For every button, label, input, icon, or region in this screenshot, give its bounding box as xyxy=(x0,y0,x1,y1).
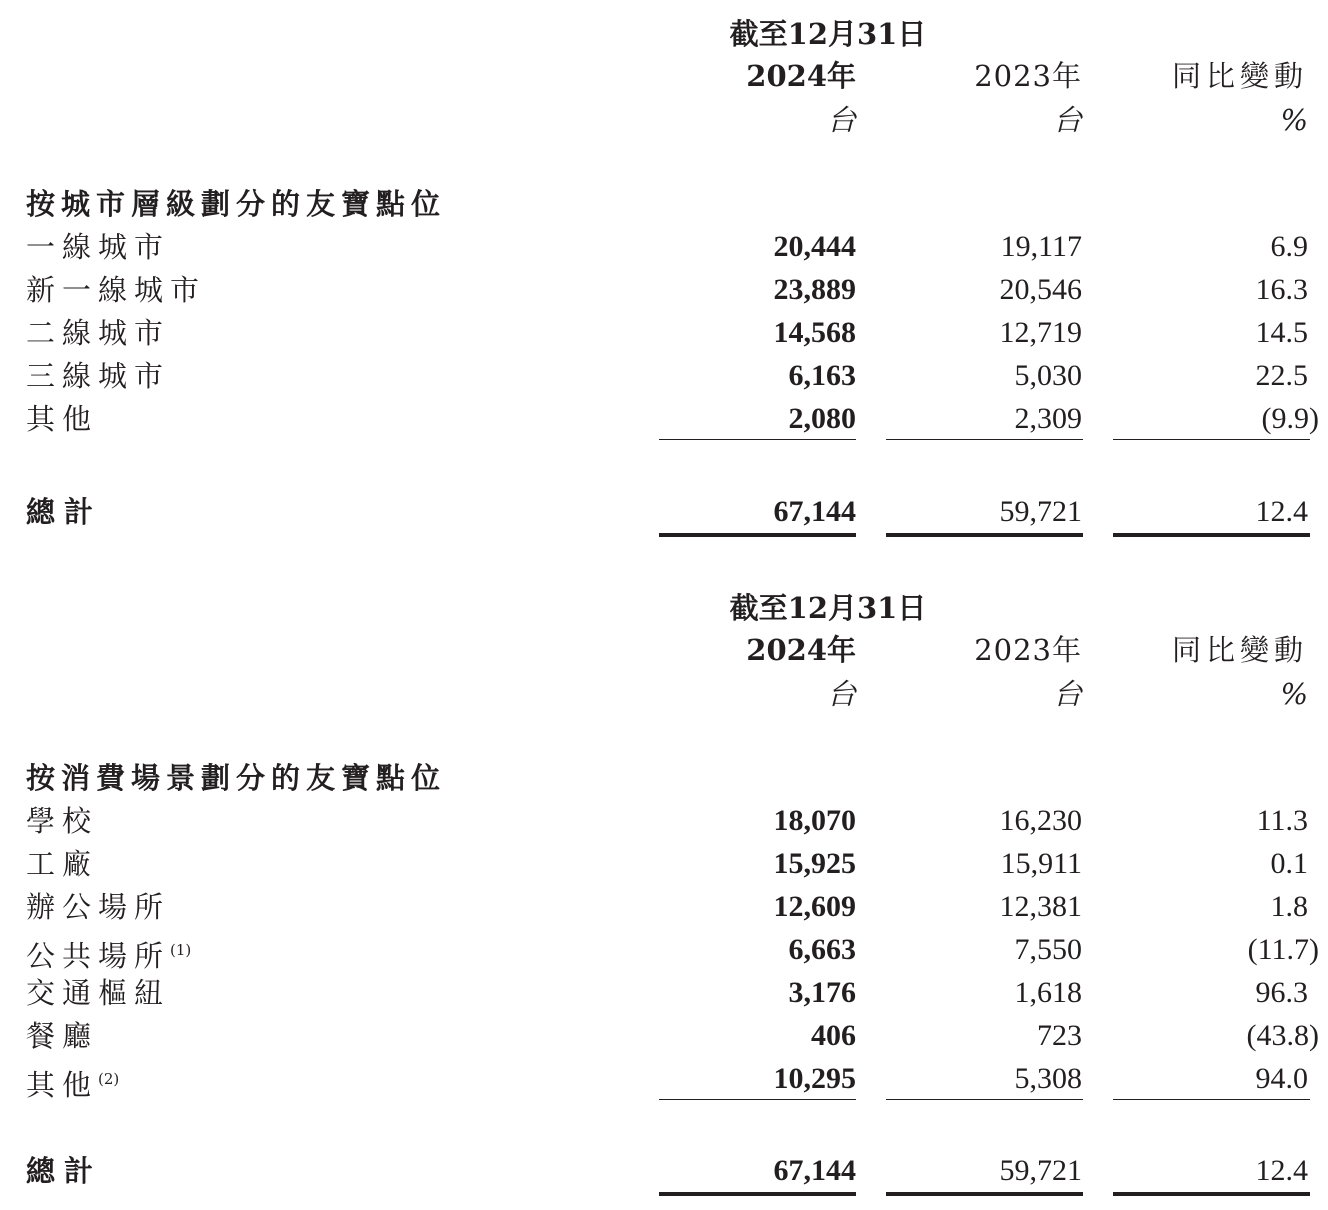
value-2024: 406 xyxy=(811,1019,856,1052)
subtotal-rule xyxy=(659,439,856,440)
table2-period-label: 截至12月31日 xyxy=(729,591,927,625)
total-label: 總計 xyxy=(26,1154,103,1188)
value-change: (43.8) xyxy=(1246,1019,1319,1052)
total-rule xyxy=(659,1192,856,1196)
value-2024: 23,889 xyxy=(773,273,856,306)
subtotal-rule xyxy=(886,1099,1083,1100)
table-row xyxy=(0,1015,1328,1057)
row-label: 三線城市 xyxy=(26,359,171,393)
row-label-with-footnote xyxy=(26,929,191,977)
row-label: 其他 xyxy=(26,402,99,436)
subtotal-rule xyxy=(886,439,1083,440)
value-change: 0.1 xyxy=(1270,847,1308,880)
value-2023: 19,117 xyxy=(1000,230,1082,263)
value-2024: 15,925 xyxy=(773,847,856,880)
table-row xyxy=(0,355,1328,397)
table2-col-change-header: 同比變動 xyxy=(1171,633,1308,667)
row-label: 新一線城市 xyxy=(26,273,207,307)
value-2024: 2,080 xyxy=(788,402,856,435)
row-label: 公共場所 xyxy=(26,939,171,973)
table-row xyxy=(0,312,1328,354)
value-change: 16.3 xyxy=(1255,273,1308,306)
total-2023: 59,721 xyxy=(999,495,1082,528)
value-2024: 6,663 xyxy=(788,933,856,966)
value-2024: 14,568 xyxy=(773,316,856,349)
value-2023: 12,719 xyxy=(999,316,1082,349)
value-2024: 18,070 xyxy=(773,804,856,837)
value-change: (11.7) xyxy=(1247,933,1319,966)
table-row xyxy=(0,843,1328,885)
table2-col-2023-unit: 台 xyxy=(1052,677,1082,711)
value-2023: 16,230 xyxy=(999,804,1082,837)
value-change: 22.5 xyxy=(1255,359,1308,392)
footnote-marker: (2) xyxy=(98,1070,120,1088)
value-change: 11.3 xyxy=(1256,804,1308,837)
row-label: 辦公場所 xyxy=(26,890,171,924)
total-change: 12.4 xyxy=(1255,1154,1308,1187)
value-change: 1.8 xyxy=(1270,890,1308,923)
table2-total-row xyxy=(0,1150,1328,1192)
row-label: 學校 xyxy=(26,804,99,838)
subtotal-rule xyxy=(659,1099,856,1100)
table-row xyxy=(0,269,1328,311)
total-change: 12.4 xyxy=(1255,495,1308,528)
table2-section-title-row xyxy=(0,757,1328,799)
table1-col-2024-unit: 台 xyxy=(826,103,856,137)
value-2024: 3,176 xyxy=(788,976,856,1009)
row-label-with-footnote xyxy=(26,1058,119,1106)
value-2023: 1,618 xyxy=(1014,976,1082,1009)
value-2024: 20,444 xyxy=(773,230,856,263)
total-rule xyxy=(1113,533,1310,537)
table2-col-2024-unit: 台 xyxy=(826,677,856,711)
value-change: 6.9 xyxy=(1270,230,1308,263)
table1-section-title: 按城市層級劃分的友寶點位 xyxy=(26,187,447,221)
table1-period-label: 截至12月31日 xyxy=(729,17,927,51)
row-label: 二線城市 xyxy=(26,316,171,350)
row-label: 工廠 xyxy=(26,847,99,881)
table2-col-2024-header: 2024年 xyxy=(746,633,856,667)
subtotal-rule xyxy=(1113,1099,1310,1100)
total-rule xyxy=(659,533,856,537)
table-row xyxy=(0,800,1328,842)
table1-col-2023-header: 2023年 xyxy=(974,59,1082,93)
table-row xyxy=(0,226,1328,268)
value-2024: 6,163 xyxy=(788,359,856,392)
value-2023: 2,309 xyxy=(1014,402,1082,435)
table2-section-title: 按消費場景劃分的友寶點位 xyxy=(26,761,447,795)
value-2024: 10,295 xyxy=(773,1062,856,1095)
value-2023: 7,550 xyxy=(1014,933,1082,966)
row-label: 其他 xyxy=(26,1068,99,1102)
total-label: 總計 xyxy=(26,495,103,529)
value-2023: 20,546 xyxy=(999,273,1082,306)
subtotal-rule xyxy=(1113,439,1310,440)
table1-col-change-unit: % xyxy=(1280,103,1308,137)
value-2023: 5,030 xyxy=(1014,359,1082,392)
value-2023: 5,308 xyxy=(1014,1062,1082,1095)
row-label: 交通樞紐 xyxy=(26,976,171,1010)
table-row xyxy=(0,929,1328,971)
value-change: 96.3 xyxy=(1255,976,1308,1009)
table-row xyxy=(0,886,1328,928)
footnote-marker: (1) xyxy=(170,941,192,959)
table1-col-2023-unit: 台 xyxy=(1052,103,1082,137)
row-label: 一線城市 xyxy=(26,230,171,264)
value-2024: 12,609 xyxy=(773,890,856,923)
row-label: 餐廳 xyxy=(26,1019,99,1053)
value-2023: 12,381 xyxy=(999,890,1082,923)
total-rule xyxy=(886,1192,1083,1196)
table2-col-change-unit: % xyxy=(1280,677,1308,711)
total-rule xyxy=(886,533,1083,537)
value-2023: 15,911 xyxy=(1000,847,1082,880)
table1-col-change-header: 同比變動 xyxy=(1171,59,1308,93)
table-row xyxy=(0,972,1328,1014)
table1-total-row xyxy=(0,491,1328,533)
total-2023: 59,721 xyxy=(999,1154,1082,1187)
value-change: (9.9) xyxy=(1261,402,1319,435)
total-rule xyxy=(1113,1192,1310,1196)
total-2024: 67,144 xyxy=(773,495,856,528)
value-2023: 723 xyxy=(1037,1019,1082,1052)
value-change: 94.0 xyxy=(1255,1062,1308,1095)
table-row xyxy=(0,398,1328,440)
table1-section-title-row xyxy=(0,183,1328,225)
value-change: 14.5 xyxy=(1255,316,1308,349)
table-row xyxy=(0,1058,1328,1100)
table1-col-2024-header: 2024年 xyxy=(746,59,856,93)
table2-col-2023-header: 2023年 xyxy=(974,633,1082,667)
total-2024: 67,144 xyxy=(773,1154,856,1187)
